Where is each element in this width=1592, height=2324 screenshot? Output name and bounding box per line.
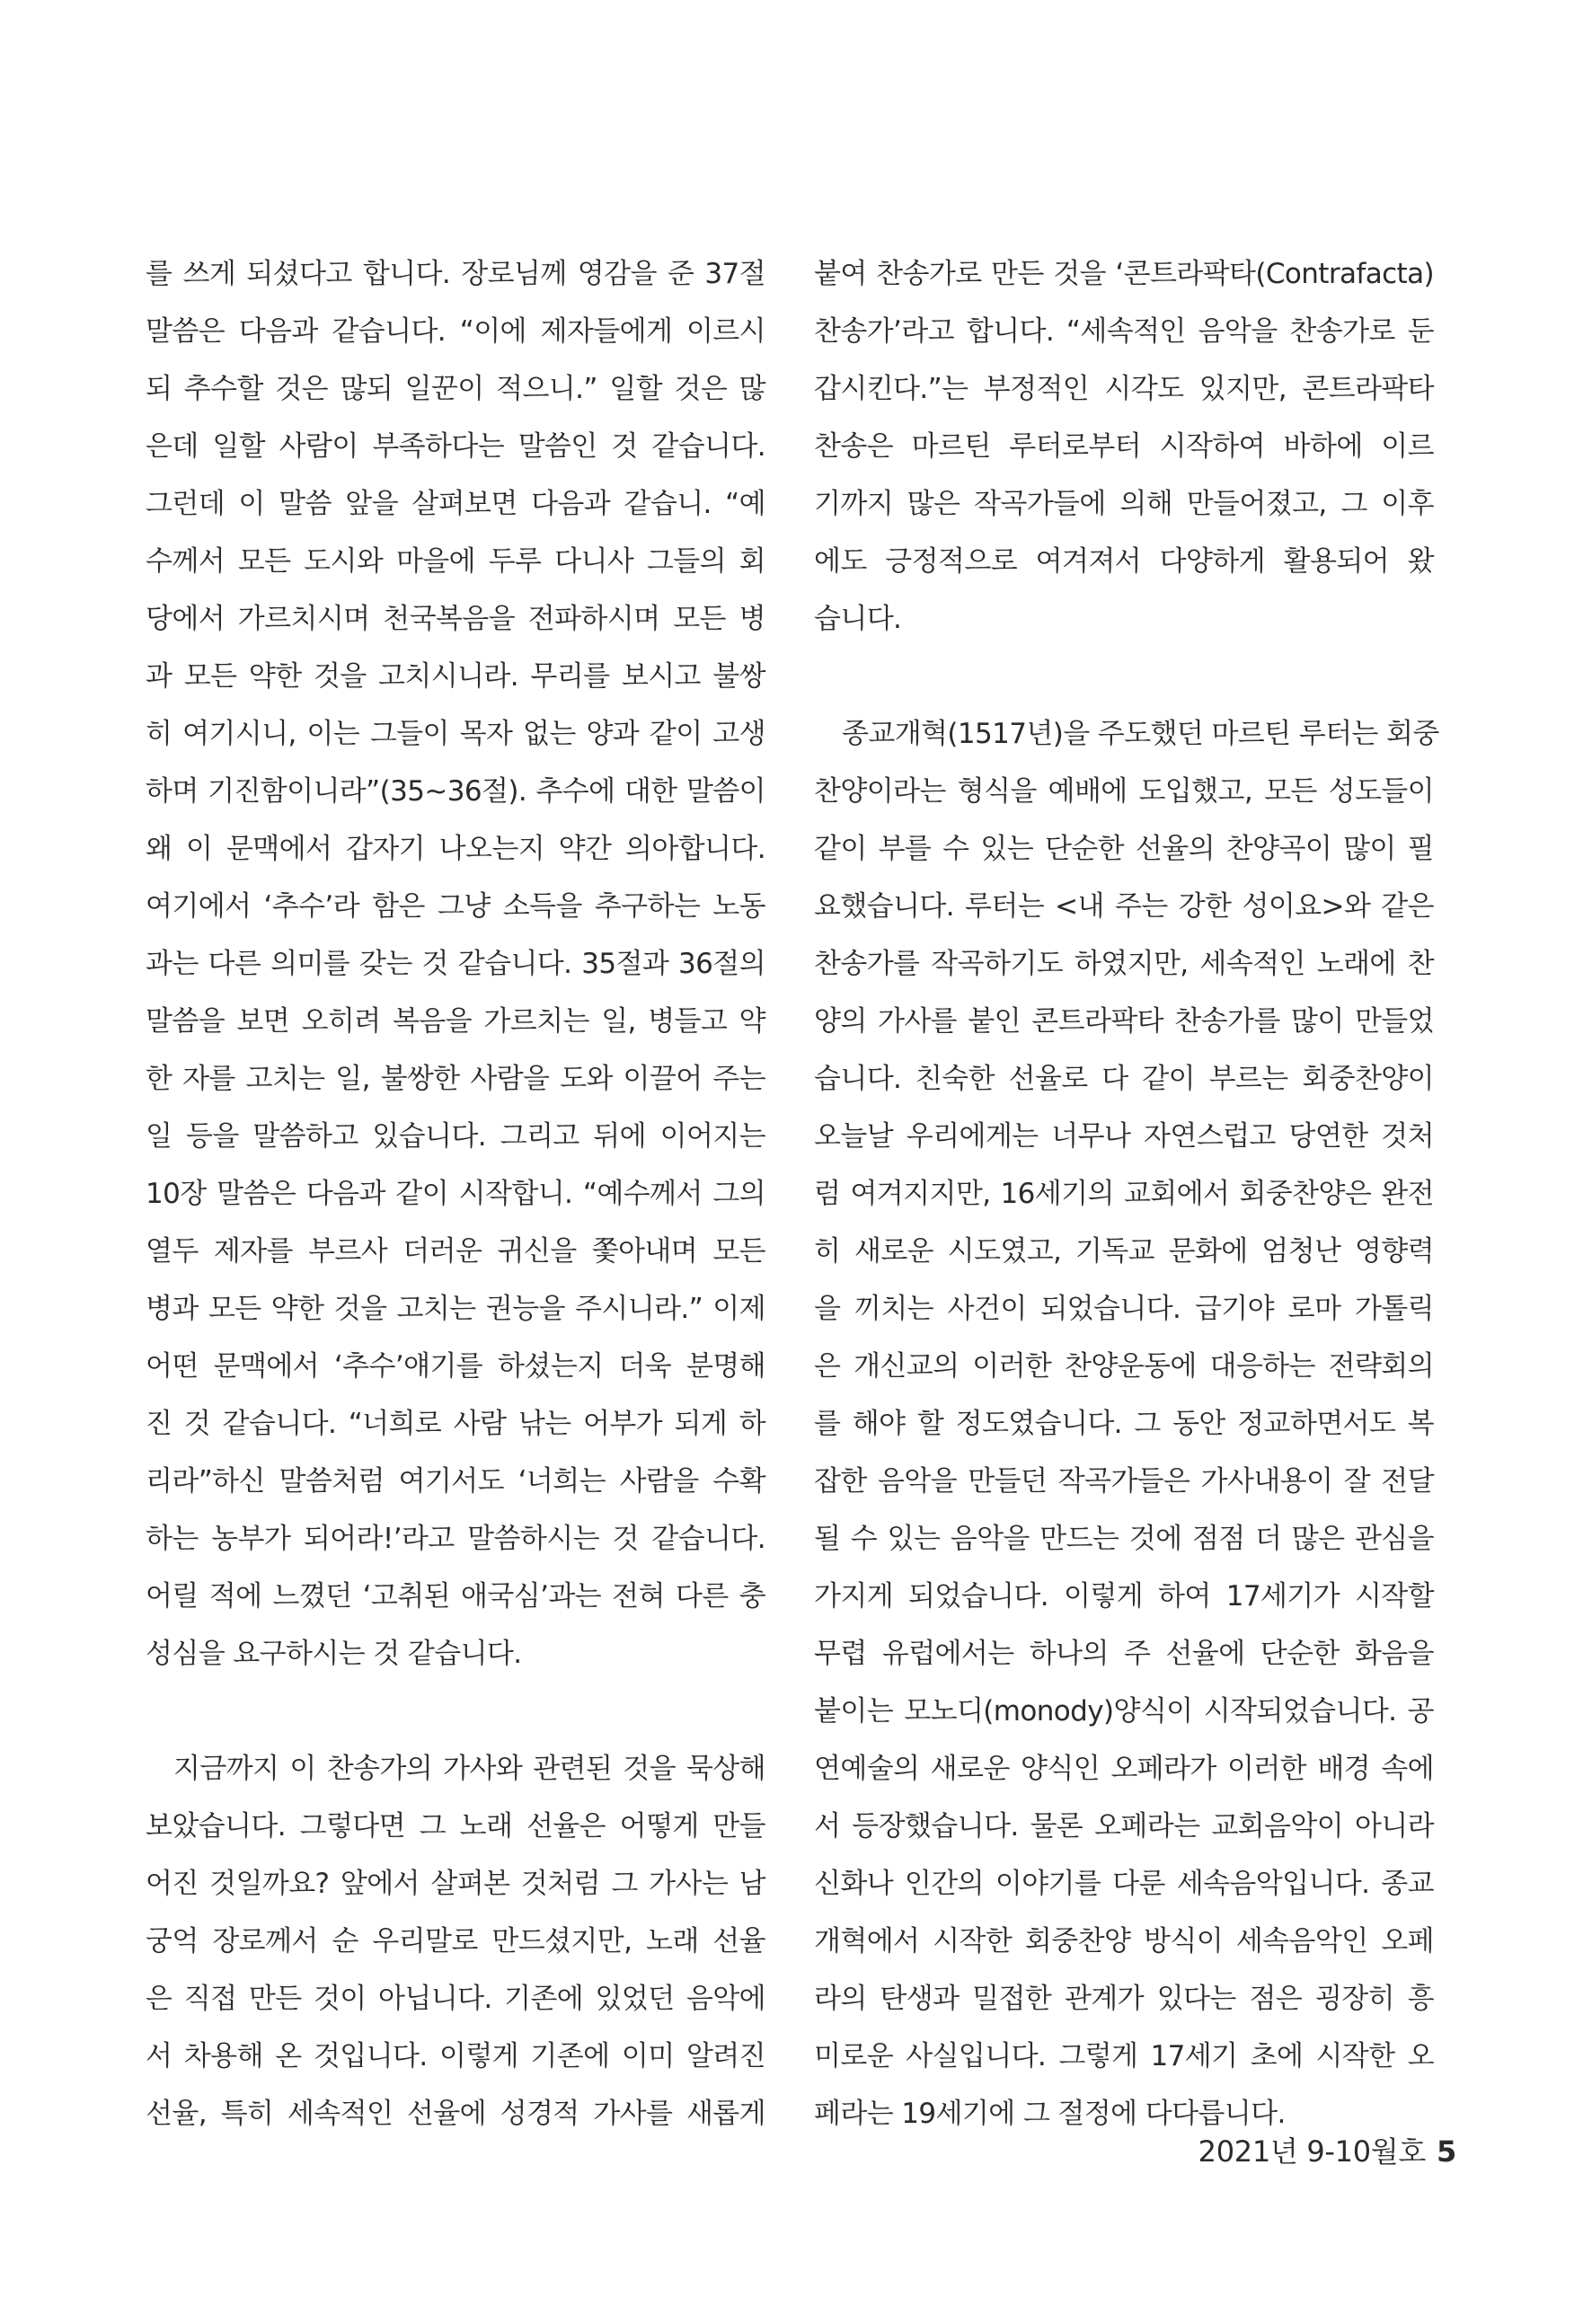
text-line: 은데 일할 사람이 부족하다는 말씀인 것 같습니다. [146,430,765,463]
text-line: 찬송가를 작곡하기도 하였지만, 세속적인 노래에 찬 [814,948,1434,980]
text-line: 어진 것일까요? 앞에서 살펴본 것처럼 그 가사는 남 [146,1868,765,1900]
text-line: 여기에서 ‘추수’라 함은 그냥 소득을 추구하는 노동 [146,890,765,923]
text-line: 서 등장했습니다. 물론 오페라는 교회음악이 아니라 [814,1810,1434,1842]
text-line: 히 새로운 시도였고, 기독교 문화에 엄청난 영향력 [814,1235,1434,1268]
text-line: 지금까지 이 찬송가의 가사와 관련된 것을 묵상해 [173,1753,765,1785]
text-line: 미로운 사실입니다. 그렇게 17세기 초에 시작한 오 [814,2040,1434,2072]
text-line: 열두 제자를 부르사 더러운 귀신을 쫓아내며 모든 [146,1235,765,1268]
text-line: 에도 긍정적으로 여겨져서 다양하게 활용되어 왔 [814,545,1434,578]
text-line: 병과 모든 약한 것을 고치는 권능을 주시니라.” 이제 [146,1293,765,1325]
page-number: 5 [1437,2134,1456,2169]
paragraph-gap [146,1683,765,1740]
text-line: 은 개신교의 이러한 찬양운동에 대응하는 전략회의 [814,1350,1434,1383]
text-line: 연예술의 새로운 양식인 오페라가 이러한 배경 속에 [814,1753,1434,1785]
text-line: 한 자를 고치는 일, 불쌍한 사람을 도와 이끌어 주는 [146,1063,765,1095]
text-line: 잡한 음악을 만들던 작곡가들은 가사내용이 잘 전달 [814,1465,1434,1498]
text-line: 하며 기진함이니라”(35~36절). 추수에 대한 말씀이 [146,775,765,808]
text-line: 페라는 19세기에 그 절정에 다다릅니다. [814,2098,1286,2130]
text-line: 어떤 문맥에서 ‘추수’얘기를 하셨는지 더욱 분명해 [146,1350,765,1383]
text-line: 럼 여겨지지만, 16세기의 교회에서 회중찬양은 완전 [814,1178,1434,1210]
text-line: 될 수 있는 음악을 만드는 것에 점점 더 많은 관심을 [814,1523,1434,1555]
text-line: 궁억 장로께서 순 우리말로 만드셨지만, 노래 선율 [146,1925,765,1957]
text-line: 성심을 요구하시는 것 같습니다. [146,1638,522,1670]
issue-label: 2021년 9-10월호 [1198,2134,1427,2169]
text-line: 개혁에서 시작한 회중찬양 방식이 세속음악인 오페 [814,1925,1434,1957]
text-line: 습니다. 친숙한 선율로 다 같이 부르는 회중찬양이 [814,1063,1434,1095]
text-line: 찬송가’라고 합니다. “세속적인 음악을 찬송가로 둔 [814,315,1434,348]
text-line: 왜 이 문맥에서 갑자기 나오는지 약간 의아합니다. [146,833,765,865]
text-line: 하는 농부가 되어라!’라고 말씀하시는 것 같습니다. [146,1523,765,1555]
page-footer [1198,2134,1456,2169]
text-line: 무렵 유럽에서는 하나의 주 선율에 단순한 화음을 [814,1638,1434,1670]
text-line: 히 여기시니, 이는 그들이 목자 없는 양과 같이 고생 [146,718,765,750]
text-line: 어릴 적에 느꼈던 ‘고취된 애국심’과는 전혀 다른 충 [146,1580,765,1613]
text-line: 진 것 같습니다. “너희로 사람 낚는 어부가 되게 하 [146,1408,765,1440]
paragraph-gap [814,648,1434,705]
text-line: 붙여 찬송가로 만든 것을 ‘콘트라팍타(Contrafacta) [814,258,1434,290]
text-line: 10장 말씀은 다음과 같이 시작합니. “예수께서 그의 [146,1178,765,1210]
text-line: 을 끼치는 사건이 되었습니다. 급기야 로마 가톨릭 [814,1293,1434,1325]
text-line: 종교개혁(1517년)을 주도했던 마르틴 루터는 회중 [842,718,1439,750]
text-line: 선율, 특히 세속적인 선율에 성경적 가사를 새롭게 [146,2098,765,2130]
text-line: 신화나 인간의 이야기를 다룬 세속음악입니다. 종교 [814,1868,1434,1900]
text-line: 오늘날 우리에게는 너무나 자연스럽고 당연한 것처 [814,1120,1434,1153]
text-line: 가지게 되었습니다. 이렇게 하여 17세기가 시작할 [814,1580,1434,1613]
text-line: 붙이는 모노디(monody)양식이 시작되었습니다. 공 [814,1695,1434,1728]
text-line: 보았습니다. 그렇다면 그 노래 선율은 어떻게 만들 [146,1810,765,1842]
text-line: 리라”하신 말씀처럼 여기서도 ‘너희는 사람을 수확 [146,1465,765,1498]
text-line: 당에서 가르치시며 천국복음을 전파하시며 모든 병 [146,603,765,635]
right-text-column [814,245,1439,2143]
text-line: 를 쓰게 되셨다고 합니다. 장로님께 영감을 준 37절 [146,258,765,290]
text-line: 요했습니다. 루터는 <내 주는 강한 성이요>와 같은 [814,890,1434,923]
text-line: 찬양이라는 형식을 예배에 도입했고, 모든 성도들이 [814,775,1434,808]
text-line: 그런데 이 말씀 앞을 살펴보면 다음과 같습니. “예 [146,488,765,520]
text-line: 과 모든 약한 것을 고치시니라. 무리를 보시고 불쌍 [146,660,765,693]
text-line: 기까지 많은 작곡가들에 의해 만들어졌고, 그 이후 [814,488,1434,520]
text-line: 양의 가사를 붙인 콘트라팍타 찬송가를 많이 만들었 [814,1005,1434,1038]
text-line: 수께서 모든 도시와 마을에 두루 다니사 그들의 회 [146,545,765,578]
text-line: 말씀은 다음과 같습니다. “이에 제자들에게 이르시 [146,315,765,348]
text-line: 은 직접 만든 것이 아닙니다. 기존에 있었던 음악에 [146,1983,765,2015]
text-line: 말씀을 보면 오히려 복음을 가르치는 일, 병들고 약 [146,1005,765,1038]
text-line: 라의 탄생과 밀접한 관계가 있다는 점은 굉장히 흥 [814,1983,1434,2015]
text-line: 를 해야 할 정도였습니다. 그 동안 정교하면서도 복 [814,1408,1434,1440]
text-line: 과는 다른 의미를 갖는 것 같습니다. 35절과 36절의 [146,948,765,980]
left-text-column [146,245,765,2143]
text-line: 갑시킨다.”는 부정적인 시각도 있지만, 콘트라팍타 [814,373,1434,405]
text-line: 찬송은 마르틴 루터로부터 시작하여 바하에 이르 [814,430,1434,463]
text-line: 서 차용해 온 것입니다. 이렇게 기존에 이미 알려진 [146,2040,765,2072]
text-line: 되 추수할 것은 많되 일꾼이 적으니.” 일할 것은 많 [146,373,765,405]
text-line: 일 등을 말씀하고 있습니다. 그리고 뒤에 이어지는 [146,1120,765,1153]
text-line: 같이 부를 수 있는 단순한 선율의 찬양곡이 많이 필 [814,833,1434,865]
text-line: 습니다. [814,603,902,635]
